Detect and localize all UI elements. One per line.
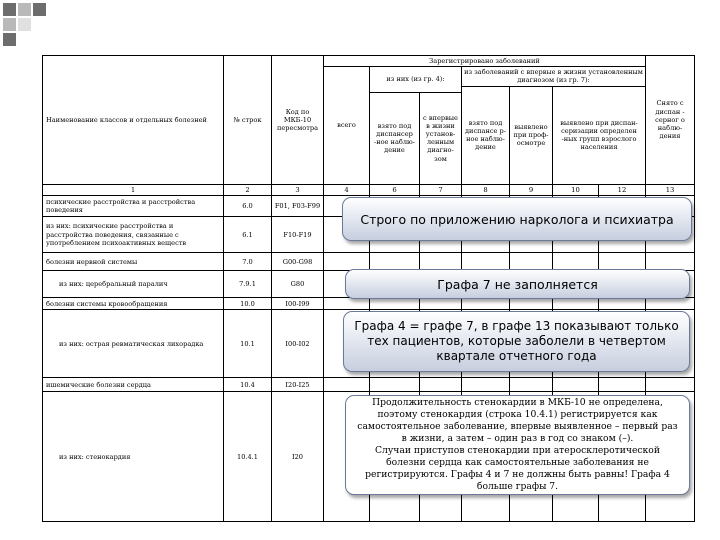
col-number: 12 bbox=[599, 184, 646, 195]
row-name: психические расстройства и расстройства поведения bbox=[43, 196, 224, 217]
col-header-icd: Код по МКБ-10 пересмотра bbox=[272, 56, 324, 185]
col-number: 3 bbox=[272, 184, 324, 195]
row-code: I20 bbox=[272, 392, 324, 522]
row-number: 6.0 bbox=[224, 196, 272, 217]
row-code: G80 bbox=[272, 271, 324, 298]
callout-narcologist bbox=[342, 197, 692, 241]
row-number: 10.4 bbox=[224, 378, 272, 392]
subheader-first-time: из заболеваний с впервые в жизни установленным диагнозом (из гр. 7): bbox=[462, 67, 646, 86]
col-number: 9 bbox=[510, 184, 553, 195]
row-name: из них: церебральный паралич bbox=[43, 271, 224, 298]
callout-narcologist-text: Строго по приложению нарколога и психиатра bbox=[360, 211, 674, 227]
col-header-first-time: с впервые в жизни установ- ленным диагно- зом bbox=[420, 92, 462, 184]
col-header-prof-exam: выявлено при проф- осмотре bbox=[510, 86, 553, 184]
callout-col7-text: Графа 7 не заполняется bbox=[437, 276, 598, 292]
row-number: 6.1 bbox=[224, 217, 272, 253]
table-row bbox=[43, 253, 695, 271]
row-name: болезни нервной системы bbox=[43, 253, 224, 271]
col-number: 7 bbox=[420, 184, 462, 195]
col-header-disp-taken-2: взято под диспансе р-ное наблю- дение bbox=[462, 86, 510, 184]
callout-col4-equals-col7 bbox=[343, 311, 690, 372]
col-number: 8 bbox=[462, 184, 510, 195]
row-code: F10-F19 bbox=[272, 217, 324, 253]
row-code: I20-I25 bbox=[272, 378, 324, 392]
col-header-name: Наименование классов и отдельных болезней bbox=[43, 56, 224, 185]
row-code: G00-G98 bbox=[272, 253, 324, 271]
col-number: 4 bbox=[324, 184, 370, 195]
angina-note-paragraph-1: Продолжительность стенокардии в МКБ-10 не определена, поэтому стенокардия (строка 10.4.1) регистрируется как самостоятельное заболевание, впервые выявленное – первый раз в жизни, а затем – один раз в год со знаком (–). bbox=[357, 397, 678, 445]
col-number: 1 bbox=[43, 184, 224, 195]
row-name: ишемические болезни сердца bbox=[43, 378, 224, 392]
row-number: 10.1 bbox=[224, 310, 272, 378]
group-header: Зарегистрировано заболеваний bbox=[324, 56, 646, 67]
col-number: 10 bbox=[553, 184, 599, 195]
row-number: 7.9.1 bbox=[224, 271, 272, 298]
callout-col7-empty bbox=[345, 269, 690, 299]
row-name: из них: острая ревматическая лихорадка bbox=[43, 310, 224, 378]
col-number: 13 bbox=[646, 184, 695, 195]
row-name: из них: стенокардия bbox=[43, 392, 224, 522]
callout-angina-note bbox=[345, 395, 690, 495]
row-number: 7.0 bbox=[224, 253, 272, 271]
col-number: 6 bbox=[370, 184, 420, 195]
col-header-disp-exam: выявлено при диспан- серизации определен -ных групп взрослого населения bbox=[553, 86, 646, 184]
row-number: 10.0 bbox=[224, 298, 272, 310]
row-code: F01, F03-F99 bbox=[272, 196, 324, 217]
col-number: 2 bbox=[224, 184, 272, 195]
col-header-disp-taken: взято под диспансер -ное наблю- дение bbox=[370, 92, 420, 184]
angina-note-paragraph-2: Случаи приступов стенокардии при атеросклеротической болезни сердца как самостоятельные заболевания не регистрируются. Графы 4 и 7 не должны быть равны! Графа 4 больше графы 7. bbox=[365, 445, 670, 492]
row-number: 10.4.1 bbox=[224, 392, 272, 522]
col-header-removed: Снято с диспан - серног о наблю- дения bbox=[646, 56, 695, 185]
row-code: I00-I99 bbox=[272, 298, 324, 310]
col-header-total: всего bbox=[324, 67, 370, 184]
col-header-row-no: № строк bbox=[224, 56, 272, 185]
subheader-with-them: из них (из гр. 4): bbox=[370, 67, 462, 92]
row-code: I00-I02 bbox=[272, 310, 324, 378]
callout-col4-text: Графа 4 = графе 7, в графе 13 показывают только тех пациентов, которые заболели в четвертом квартале отчетного года bbox=[354, 319, 679, 363]
table-row bbox=[43, 298, 695, 310]
row-name: из них: психические расстройства и расстройства поведения, связанные с употреблением психоактивных веществ bbox=[43, 217, 224, 253]
table-row bbox=[43, 378, 695, 392]
row-name: болезни системы кровообращения bbox=[43, 298, 224, 310]
